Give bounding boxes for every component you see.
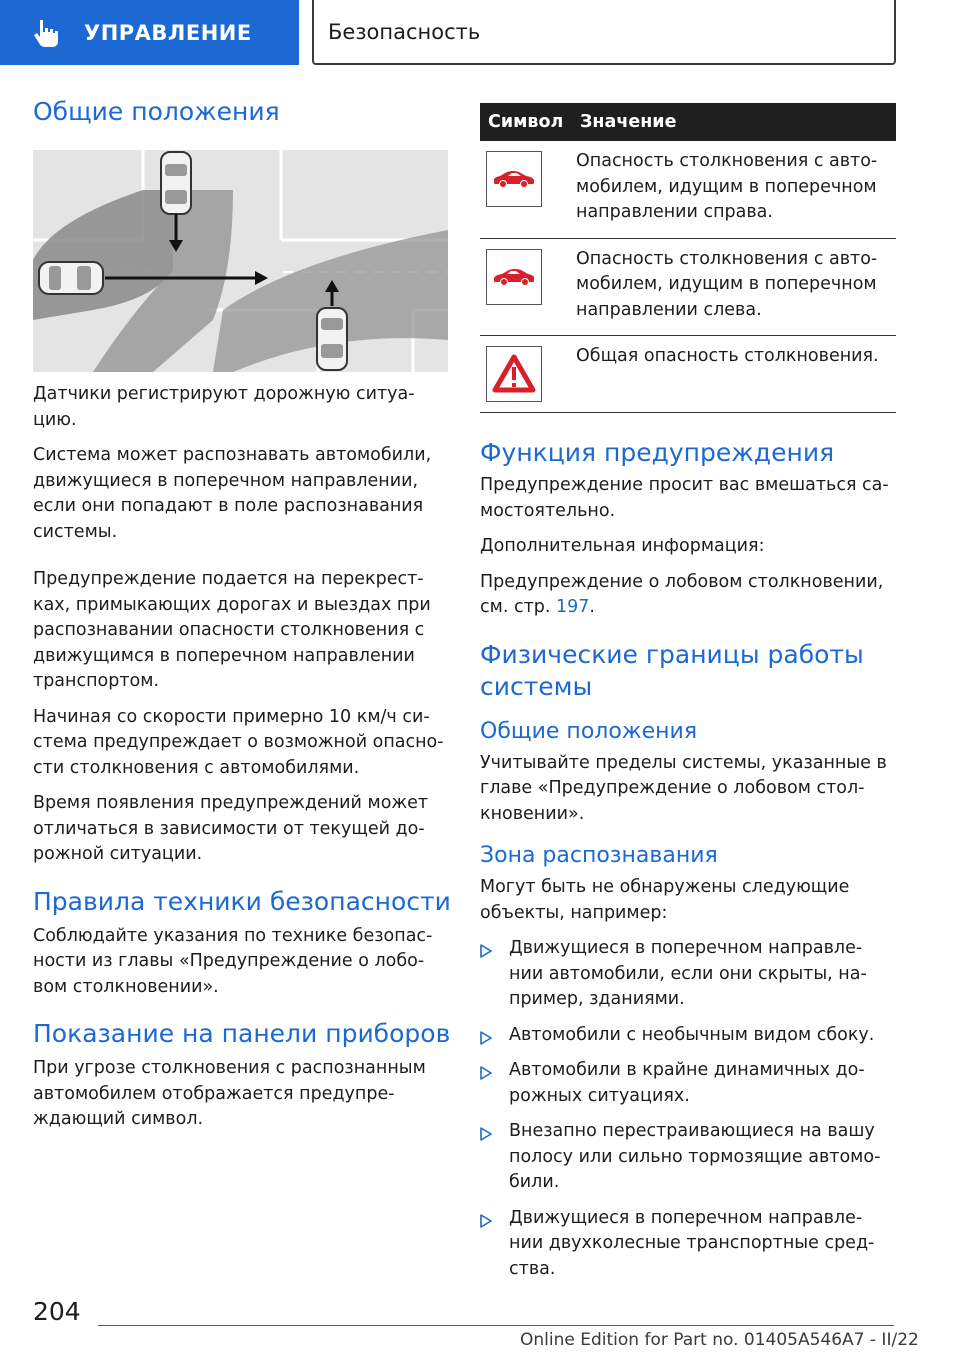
table-cell-meaning: Опасность столкновения с авто-мобилем, идущим в поперечном направлении справа. [568, 141, 896, 238]
section-tab [0, 0, 299, 65]
paragraph: Система может распознавать автомобили, движущиеся в поперечном направлении, если они попадают в поле распознавания системы. [33, 445, 432, 542]
footer-divider [98, 1325, 894, 1326]
list-item [480, 1023, 896, 1049]
paragraph: Учитывайте пределы системы, указанные в главе «Предупреждение о лобовом стол-кновении». [480, 752, 887, 824]
list-item-text: Движущиеся в поперечном направле-нии автомобили, если они скрыты, на-пример, зданиями. [509, 938, 867, 1009]
reference-text: Предупреждение о лобовом столкновении, см. стр. [480, 571, 884, 617]
list-item [480, 936, 896, 1013]
table-row [480, 238, 896, 336]
paragraph: Предупреждение подается на перекрест-ках, примыкающих дорогах и выездах при распознавании опасности столкновения с движущимся в поперечном направлении транспортом. [33, 569, 431, 691]
paragraph: Датчики регистрируют дорожную ситуа-цию. [33, 384, 415, 430]
list-item-text: Движущиеся в поперечном направле-нии двухколесные транспортные сред-ства. [509, 1207, 875, 1279]
chapter-tab [312, 0, 896, 65]
heading-general-subsection: Общие положения [480, 718, 698, 744]
left-column [33, 96, 451, 1133]
table-row [480, 336, 896, 413]
section-label: УПРАВЛЕНИЕ [84, 20, 252, 45]
paragraph: Время появления предупреждений может отличаться в зависимости от текущей до-рожной ситуации. [33, 793, 429, 864]
table-cell-meaning: Опасность столкновения с авто-мобилем, идущим в поперечном направлении слева. [568, 238, 896, 336]
right-column [480, 103, 896, 1282]
warning-triangle-icon [486, 346, 542, 402]
list-item [480, 1058, 896, 1109]
table-header-row [480, 103, 896, 141]
list-item-text: Автомобили в крайне динамичных до-рожных ситуациях. [509, 1060, 865, 1106]
heading-safety: Правила техники безопасности [33, 886, 451, 916]
paragraph: Могут быть не обнаружены следующие объекты, например: [480, 877, 850, 923]
heading-instrument-display: Показание на панели приборов [33, 1019, 451, 1048]
bullet-list [480, 936, 896, 1282]
cross-traffic-illustration [33, 150, 448, 372]
list-item-text: Автомобили с необычным видом сбоку. [509, 1024, 875, 1045]
reference-suffix: . [589, 597, 595, 617]
hand-pointer-icon [26, 13, 66, 53]
symbol-table [480, 103, 896, 413]
list-item [480, 1206, 896, 1283]
car-from-right-icon [486, 151, 542, 207]
paragraph: Начиная со скорости примерно 10 км/ч си-стема предупреждает о возможной опасно-сти столкновения с автомобилями. [33, 706, 444, 778]
table-row [480, 141, 896, 238]
list-item-text: Внезапно перестраивающиеся на вашу полосу или сильно тормозящие автомо-били. [509, 1121, 881, 1192]
heading-detection-zone: Зона распознавания [480, 843, 718, 868]
chapter-title: Безопасность [328, 19, 481, 44]
triangle-bullet-icon [480, 1028, 492, 1054]
car-from-left-icon [486, 249, 542, 305]
triangle-bullet-icon [480, 1124, 492, 1150]
column-header-symbol: Символ [480, 103, 568, 141]
triangle-bullet-icon [480, 1063, 492, 1089]
triangle-bullet-icon [480, 1211, 492, 1237]
edition-note: Online Edition for Part no. 01405A546A7 - II/22 [520, 1330, 919, 1350]
paragraph: Предупреждение просит вас вмешаться са-мостоятельно. [480, 475, 889, 521]
paragraph-reference [480, 570, 896, 621]
page-number: 204 [33, 1297, 81, 1326]
paragraph: Дополнительная информация: [480, 536, 765, 556]
list-item [480, 1119, 896, 1196]
triangle-bullet-icon [480, 941, 492, 967]
paragraph: При угрозе столкновения с распознанным автомобилем отображается предупре-ждающий символ. [33, 1058, 426, 1129]
column-header-meaning: Значение [568, 103, 896, 141]
heading-general: Общие положения [33, 97, 280, 126]
paragraph: Соблюдайте указания по технике безопас-ности из главы «Предупреждение о лобо-вом столкновении». [33, 925, 433, 997]
table-cell-meaning: Общая опасность столкновения. [568, 336, 896, 413]
heading-warning-function: Функция предупреждения [480, 438, 835, 467]
heading-system-limits: Физические границы работы системы [480, 639, 864, 701]
page-link[interactable]: 197 [556, 597, 590, 617]
